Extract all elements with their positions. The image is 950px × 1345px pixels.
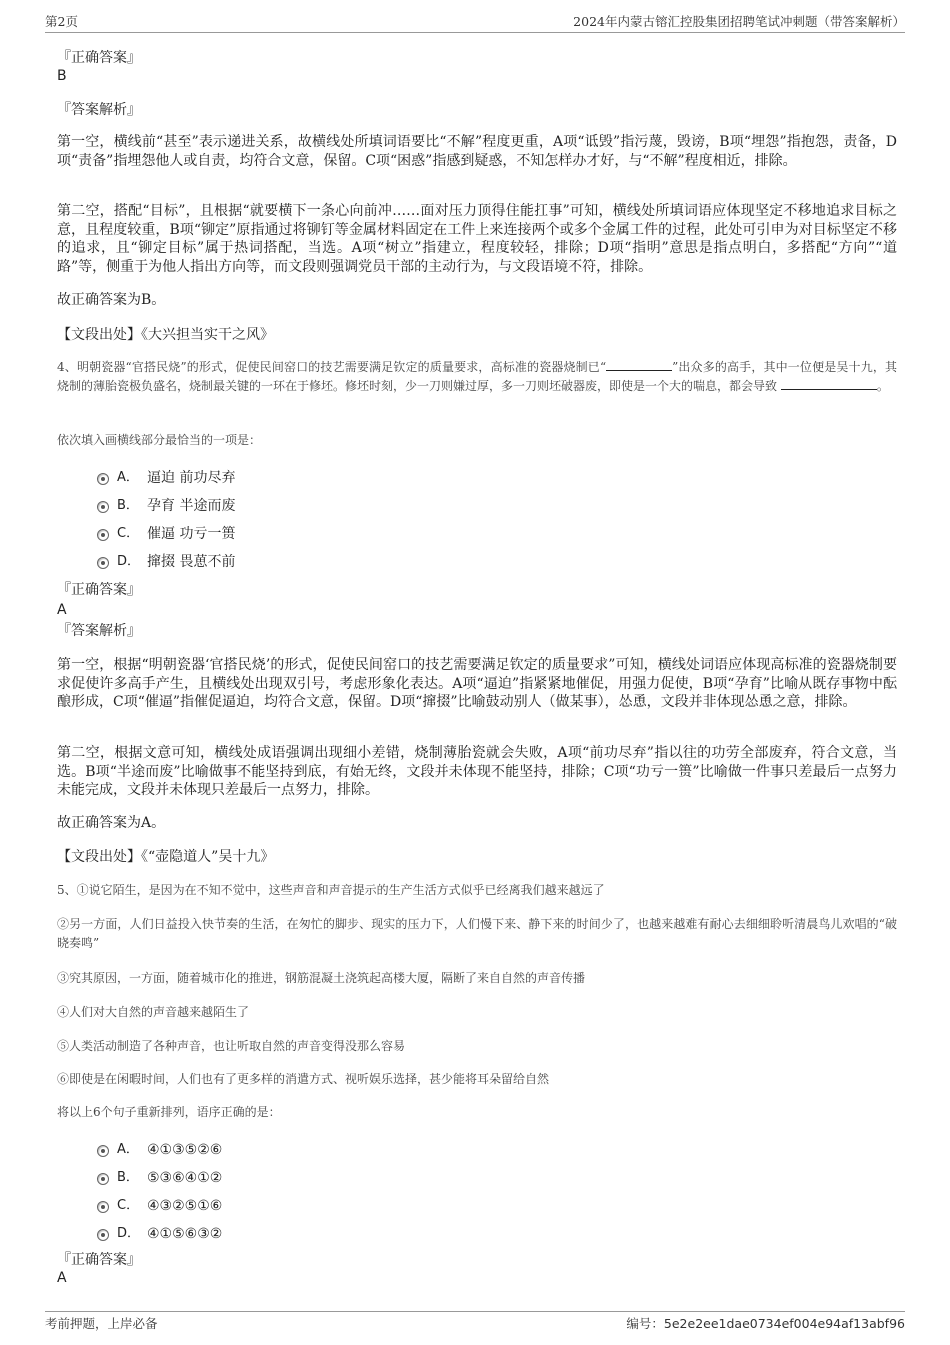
q4-answer-label: 『正确答案』 [57, 582, 141, 598]
q4-source: 【文段出处】《“壶隐道人”吴十九》 [57, 849, 275, 865]
q5-sentence-5: ⑤人类活动制造了各种声音，也让听取自然的声音变得没那么容易 [57, 1039, 406, 1053]
option-letter: C． [117, 1198, 140, 1213]
q4-analysis-para2: 第二空，根据文意可知，横线处成语强调出现细小差错，烧制薄胎瓷就会失败，A项“前功尽弃”指以往的功劳全部废弃，符合文意，当选。B项“半途而废”比喻做事不能坚持到底，有始无终，文段并未体现不能坚持，排除；C项“功亏一篑”比喻做一件事只差最后一点努力未能完成，文段并未体现只差最后一点努力，排除。 [57, 745, 897, 798]
option-letter: A． [117, 470, 139, 485]
q3-answer: B [57, 68, 67, 84]
header-divider [45, 32, 905, 33]
q5-sentence-4: ④人们对大自然的声音越来越陌生了 [57, 1005, 250, 1019]
q4-analysis-label: 『答案解析』 [57, 623, 141, 639]
radio-icon[interactable] [97, 529, 109, 541]
document-serial: 编号：5e2e2ee1dae0734ef004e94af13abf96 [626, 1316, 905, 1331]
q3-analysis-label: 『答案解析』 [57, 102, 141, 118]
radio-icon[interactable] [97, 1145, 109, 1157]
q4-blank-1 [606, 358, 672, 371]
page-number: 第2页 [45, 14, 78, 29]
q4-stem [57, 358, 897, 396]
option-text: ⑤③⑥④①② [147, 1170, 223, 1186]
option-text: 孕育 半途而废 [147, 498, 236, 514]
radio-icon[interactable] [97, 1229, 109, 1241]
q5-answer: A [57, 1270, 67, 1286]
q5-sentence-3: ③究其原因，一方面，随着城市化的推进，钢筋混凝土浇筑起高楼大厦，隔断了来自自然的声音传播 [57, 971, 586, 985]
radio-icon[interactable] [97, 473, 109, 485]
option-text: ④③②⑤①⑥ [147, 1198, 223, 1214]
option-letter: A． [117, 1142, 139, 1157]
footer-slogan: 考前押题，上岸必备 [45, 1316, 158, 1331]
q3-answer-label: 『正确答案』 [57, 50, 141, 66]
q5-sentence-2: ②另一方面，人们日益投入快节奏的生活，在匆忙的脚步、现实的压力下，人们慢下来、静下来的时间少了，也越来越难有耐心去细细聆听清晨鸟儿欢唱的“破晓奏鸣” [57, 917, 897, 950]
q4-blank-2 [781, 377, 877, 390]
q4-stem-part2: ”出众多的高手，其中一位便是吴十九，其烧制的薄胎瓷极负盛名，烧制最关键的一环在于修坯。修坯时刻，少一刀则嫌过厚，多一刀则坯破器废，即使是一个大的喘息，都会导致 [57, 360, 898, 393]
q3-analysis-para2: 第二空，搭配“目标”，且根据“就要横下一条心向前冲……面对压力顶得住能扛事”可知，横线处所填词语应体现坚定不移地追求目标之意，且程度较重，B项“铆定”原指通过将铆钉等金属材料固定在工件上来连接两个或多个金属工件的过程，此处可引申为对目标坚定不移的追求，且“铆定目标”属于热词搭配，当选。A项“树立”指建立，程度较轻，排除；D项“指明”意思是指点明白，多搭配“方向”“道路”等，侧重于为他人指出方向等，而文段则强调党员干部的主动行为，与文段语境不符，排除。 [57, 203, 897, 275]
option-text: ④①⑤⑥③② [147, 1226, 223, 1242]
q4-stem-part3: 。 [876, 379, 889, 393]
q5-sentence-6: ⑥即使是在闲暇时间，人们也有了更多样的消遣方式、视听娱乐选择，甚少能将耳朵留给自然 [57, 1072, 550, 1086]
option-letter: B． [117, 498, 139, 513]
q5-prompt: 将以上6个句子重新排列，语序正确的是： [57, 1105, 281, 1119]
q5-answer-label: 『正确答案』 [57, 1252, 141, 1268]
q5-sentence-1: 5、①说它陌生，是因为在不知不觉中，这些声音和声音提示的生产生活方式似乎已经离我们越来越远了 [57, 883, 605, 897]
page-footer [45, 1314, 905, 1332]
option-letter: D． [117, 1226, 141, 1241]
q3-conclusion: 故正确答案为B。 [57, 292, 166, 308]
q4-analysis-para1: 第一空，根据“明朝瓷器‘官搭民烧’的形式，促使民间窑口的技艺需要满足钦定的质量要求”可知，横线处词语应体现高标准的瓷器烧制要求促使许多高手产生，且横线处出现双引号，考虑形象化表达。A项“逼迫”指紧紧地催促，用强力促使，B项“孕育”比喻从既存事物中酝酿形成，C项“催逼”指催促逼迫，均符合文意，保留。D项“撺掇”比喻鼓动别人（做某事），怂恿，文段并非体现怂恿之意，排除。 [57, 657, 897, 710]
option-text: 撺掇 畏葸不前 [147, 554, 236, 570]
radio-icon[interactable] [97, 501, 109, 513]
option-text: 逼迫 前功尽弃 [147, 470, 236, 486]
q4-answer: A [57, 602, 67, 618]
q4-conclusion: 故正确答案为A。 [57, 815, 166, 831]
q4-prompt: 依次填入画横线部分最恰当的一项是： [57, 433, 262, 447]
footer-divider [45, 1311, 905, 1312]
radio-icon[interactable] [97, 557, 109, 569]
option-text: ④①③⑤②⑥ [147, 1142, 223, 1158]
option-letter: B． [117, 1170, 139, 1185]
option-letter: D． [117, 554, 141, 569]
option-text: 催逼 功亏一篑 [147, 526, 236, 542]
q3-analysis-para1: 第一空，横线前“甚至”表示递进关系，故横线处所填词语要比“不解”程度更重，A项“诋毁”指污蔑，毁谤，B项“埋怨”指抱怨，责备，D项“责备”指埋怨他人或自责，均符合文意，保留。C项“困惑”指感到疑惑，不知怎样办才好，与“不解”程度相近，排除。 [57, 134, 897, 169]
q3-source: 【文段出处】《大兴担当实干之风》 [57, 327, 274, 343]
radio-icon[interactable] [97, 1201, 109, 1213]
document-title: 2024年内蒙古镕汇控股集团招聘笔试冲刺题（带答案解析） [573, 14, 905, 29]
page-header [45, 12, 905, 30]
option-letter: C． [117, 526, 140, 541]
q4-stem-part1: 4、明朝瓷器“官搭民烧”的形式，促使民间窑口的技艺需要满足钦定的质量要求，高标准的瓷器烧制已“ [57, 360, 607, 374]
radio-icon[interactable] [97, 1173, 109, 1185]
